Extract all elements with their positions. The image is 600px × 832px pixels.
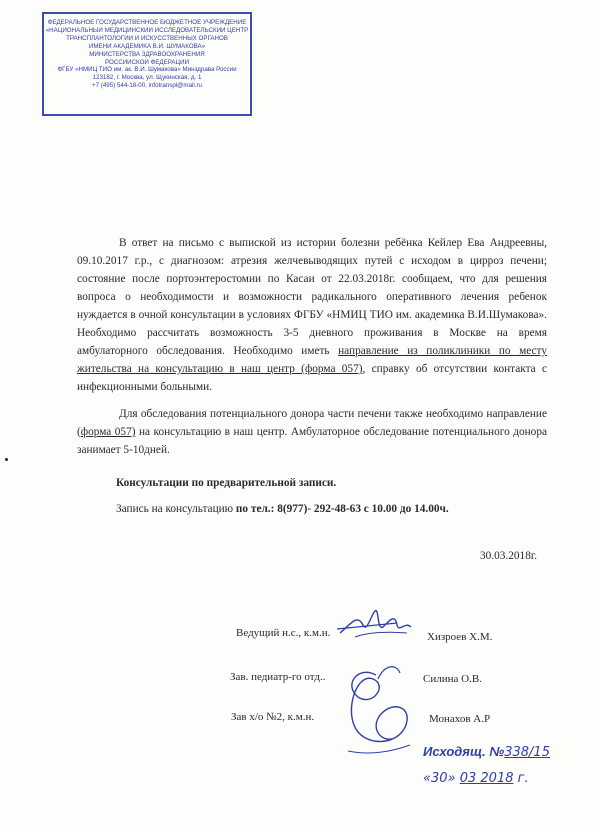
outgoing-number-value: 338/15 (504, 745, 550, 760)
stamp-line: ИМЕНИ АКАДЕМИКА В.И. ШУМАКОВА» (88, 42, 206, 50)
stamp-line: 123182, г. Москва, ул. Щукинская, д. 1 (92, 74, 202, 82)
signature-title: Ведущий н.с., к.м.н. (236, 627, 331, 639)
outgoing-date (423, 771, 529, 786)
stamp-line: МИНИСТЕРСТВА ЗДРАВООХРАНЕНИЯ (89, 50, 205, 58)
consultation-note: Консультации по предварительной записи. (116, 477, 337, 489)
stamp-line: ТРАНСПЛАНТОЛОГИИ И ИСКУССТВЕННЫХ ОРГАНОВ (66, 34, 228, 42)
scan-speck (5, 458, 8, 461)
signature-title: Зав х/о №2, к.м.н. (231, 711, 315, 723)
paragraph-text: Для обследования потенциального донора части печени также необходимо направление ( (77, 408, 547, 438)
stamp-line: ФЕДЕРАЛЬНОЕ ГОСУДАРСТВЕННОЕ БЮДЖЕТНОЕ УЧРЕЖДЕНИЕ (47, 19, 247, 26)
appointment-line (116, 503, 449, 515)
signature-name: Хизроев Х.М. (427, 631, 493, 643)
outgoing-label: Исходящ. № (423, 744, 505, 759)
signature-khizroev-icon (335, 603, 415, 643)
signature-name: Силина О.В. (423, 673, 482, 685)
stamp-line: +7 (495) 544-18-00, infotranspl@mail.ru (92, 82, 202, 90)
appointment-prefix: Запись на консультацию (116, 503, 236, 515)
signature-title: Зав. педиатр-го отд.. (230, 671, 326, 683)
stamp-line: РОССИЙСКОЙ ФЕДЕРАЦИИ (104, 58, 190, 66)
outgoing-number (423, 744, 550, 760)
letter-body (77, 234, 547, 459)
appointment-phone: по тел.: 8(977)- 292-48-63 с 10.00 до 14.00ч. (235, 503, 449, 515)
outgoing-date-value: 03 2018 (459, 771, 514, 786)
form-reference: форма 057) (80, 426, 136, 438)
referral-requirement: направление из поликлиники по месту жительства на консультацию в наш центр (форма 057) (77, 345, 547, 375)
outgoing-date-suffix: г. (517, 771, 529, 786)
signature-name: Монахов А.Р (429, 713, 491, 725)
institution-stamp (42, 12, 252, 116)
paragraph-reply (77, 234, 547, 396)
paragraph-text: , справку об отсутствии контакта с инфекционными больными. (77, 363, 547, 393)
paragraph-text: на консультацию в наш центр. Амбулаторное обследование потенциального донора занимает 5-10дней. (77, 426, 547, 456)
paragraph-text: В ответ на письмо с выпиской из истории болезни ребёнка Кейлер Ева Андреевны, 09.10.2017 г.р., с диагнозом: атрезия желчевыводящих путей с исходом в цирроз печени; состояние после портоэнтеростомии по Касаи от 22.03.2018г. сообщаем, что для решения вопроса о необходимости и возможности радикального оперативного лечения ребенок нуждается в очной консультации в условиях ФГБУ «НМИЦ ТИО им. академика В.И.Шумакова». Необходимо рассчитать возможность 3-5 дневного проживания в Москве на время амбулаторного обследования. Необходимо иметь (77, 237, 547, 357)
stamp-line: ФГБУ «НМИЦ ТИО им. ак. В.И. Шумакова» Минздрава России (57, 66, 237, 74)
outgoing-date-day: «30» (423, 771, 456, 786)
stamp-line: «НАЦИОНАЛЬНЫЙ МЕДИЦИНСКИЙ ИССЛЕДОВАТЕЛЬСКИЙ ЦЕНТР (45, 26, 249, 34)
letter-date: 30.03.2018г. (480, 550, 538, 562)
signature-silina-icon (318, 655, 428, 765)
paragraph-donor (77, 405, 547, 459)
